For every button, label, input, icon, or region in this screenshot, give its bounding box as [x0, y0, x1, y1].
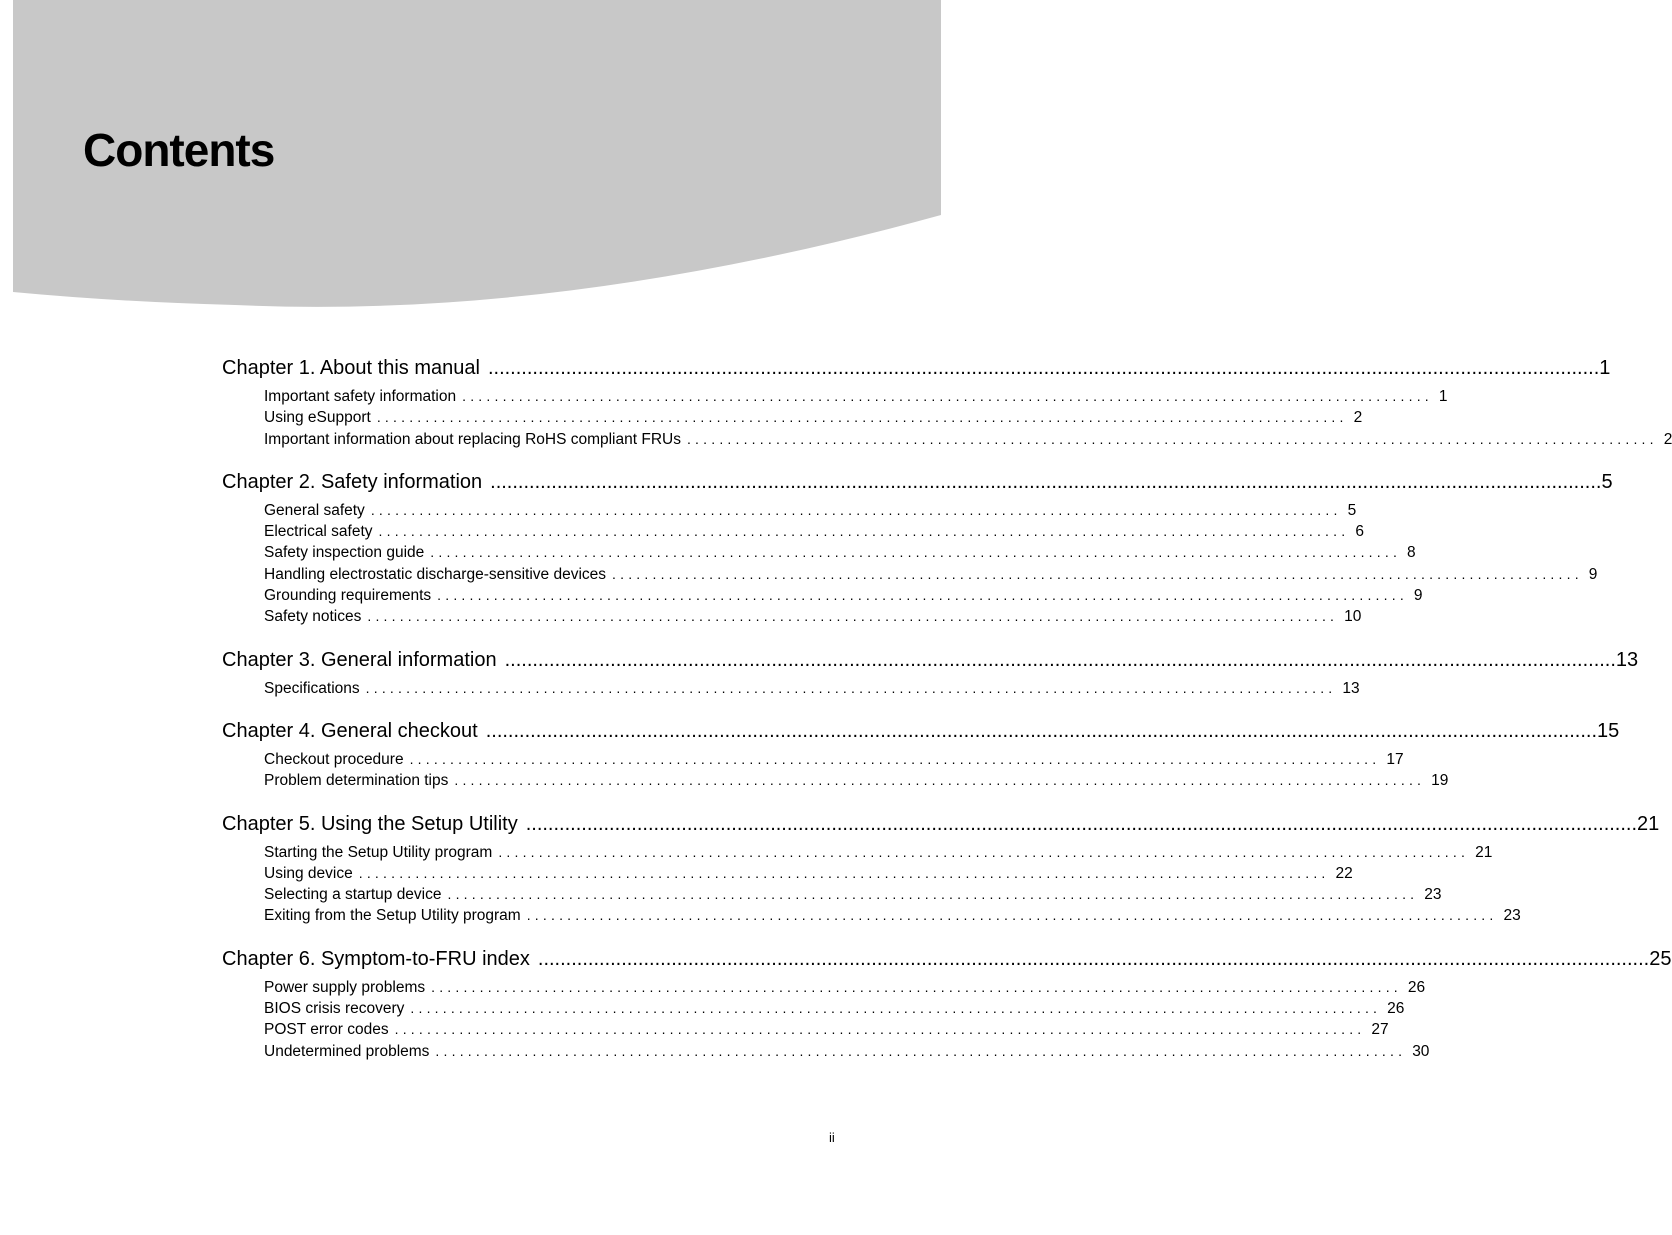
toc-chapter-title: Chapter 3. General information [222, 648, 497, 671]
toc-dot-leader: ........................................................................................................................ [447, 886, 1419, 903]
toc-entry-title: Electrical safety [264, 523, 373, 541]
toc-chapter [222, 810, 1660, 927]
toc-entry-title: BIOS crisis recovery [264, 1000, 405, 1018]
toc-entry[interactable] [264, 585, 1423, 606]
toc-entry-page: 2 [1353, 409, 1363, 427]
toc-dot-leader: ........................................................................................................................ [454, 772, 1426, 789]
toc-entry-list [222, 842, 1521, 927]
toc-chapter-page: 1 [1599, 357, 1611, 379]
toc-entry-title: Handling electrostatic discharge-sensitive devices [264, 565, 607, 583]
toc-chapter [222, 945, 1672, 1062]
toc-dot-leader: ........................................................................................................................ [370, 501, 1342, 518]
toc-entry-title: Important safety information [264, 388, 457, 405]
toc-entry-page: 9 [1413, 587, 1423, 605]
toc-entry[interactable] [264, 842, 1493, 863]
toc-chapter-page: 13 [1615, 648, 1639, 671]
toc-chapter [222, 354, 1672, 450]
toc-dot-leader: ........................................................................................................................ [498, 843, 1470, 860]
toc-entry-title: Safety inspection guide [264, 544, 425, 562]
toc-entry-title: Power supply problems [264, 978, 426, 996]
toc-chapter-page: 15 [1597, 719, 1620, 742]
toc-entry-list [222, 678, 1360, 699]
toc-dot-leader: ........................................................................................................................ [358, 864, 1330, 881]
toc-entry-page: 1 [1438, 388, 1448, 405]
toc-entry-page: 17 [1386, 750, 1404, 768]
toc-entry-list [222, 749, 1449, 792]
toc-entry-page: 22 [1335, 864, 1353, 882]
toc-chapter-link[interactable] [222, 945, 1672, 973]
toc-chapter-title: Chapter 1. About this manual [222, 357, 480, 379]
toc-chapter-link[interactable] [222, 468, 1613, 496]
toc-entry[interactable] [264, 678, 1360, 699]
toc-dot-leader: ........................................................................................................................ [409, 750, 1381, 767]
toc-chapter [222, 646, 1639, 699]
toc-entry-page: 21 [1475, 843, 1493, 861]
toc-entry[interactable] [264, 770, 1449, 791]
toc-entry-page: 23 [1503, 907, 1521, 925]
toc-entry[interactable] [264, 521, 1364, 542]
toc-entry[interactable] [264, 606, 1362, 627]
toc-entry[interactable] [264, 1041, 1430, 1062]
toc-chapter-link[interactable] [222, 354, 1611, 382]
toc-entry[interactable] [264, 542, 1416, 563]
toc-entry-page: 27 [1371, 1021, 1389, 1039]
toc-dot-leader: ........................................................................................................................ [435, 1042, 1407, 1059]
toc-entry[interactable] [264, 386, 1448, 407]
toc-entry-title: Exiting from the Setup Utility program [264, 907, 521, 925]
toc-chapter-title: Chapter 6. Symptom-to-FRU index [222, 947, 530, 970]
toc-chapter-title: Chapter 5. Using the Setup Utility [222, 812, 518, 835]
toc-dot-leader: ........................................................................................................................................................................................................ [537, 947, 1650, 970]
toc-entry-page: 23 [1424, 886, 1442, 904]
toc-entry[interactable] [264, 977, 1426, 998]
toc-dot-leader: ........................................................................................................................ [431, 978, 1402, 995]
toc-entry-page: 30 [1412, 1042, 1430, 1060]
toc-entry-title: Using eSupport [264, 409, 371, 427]
toc-chapter-page: 25 [1649, 947, 1672, 970]
toc-entry[interactable] [264, 863, 1353, 884]
toc-entry-title: Undetermined problems [264, 1042, 430, 1060]
page-number: ii [829, 1130, 835, 1145]
toc-chapter [222, 717, 1620, 792]
toc-dot-leader: ........................................................................................................................ [365, 679, 1337, 696]
toc-entry-page: 10 [1344, 608, 1362, 626]
toc-entry-title: Important information about replacing RoHS compliant FRUs [264, 430, 681, 448]
toc-dot-leader: ........................................................................................................................ [437, 587, 1408, 604]
toc-dot-leader: ........................................................................................................................ [462, 388, 1433, 404]
toc-entry-title: POST error codes [264, 1021, 389, 1039]
toc-entry-list [222, 500, 1598, 628]
toc-entry-page: 9 [1588, 565, 1598, 583]
toc-chapter-title: Chapter 4. General checkout [222, 719, 478, 742]
toc-entry-page: 19 [1431, 772, 1449, 790]
toc-entry-page: 26 [1407, 978, 1426, 996]
toc-dot-leader: ........................................................................................................................ [686, 430, 1658, 447]
toc-dot-leader: ........................................................................................................................ [378, 523, 1350, 540]
toc-dot-leader: ........................................................................................................................................................................................................ [504, 648, 1616, 671]
toc-dot-leader: ........................................................................................................................ [410, 1000, 1382, 1017]
toc-chapter [222, 468, 1613, 628]
toc-entry-page: 6 [1355, 523, 1364, 541]
toc-entry[interactable] [264, 564, 1598, 585]
toc-entry-title: Checkout procedure [264, 750, 404, 768]
toc-dot-leader: ........................................................................................................................ [394, 1021, 1366, 1038]
toc-entry-title: General safety [264, 501, 365, 519]
toc-dot-leader: ........................................................................................................................ [612, 565, 1583, 582]
toc-entry-page: 26 [1387, 1000, 1405, 1018]
toc-entry[interactable] [264, 407, 1363, 428]
toc-entry-title: Starting the Setup Utility program [264, 843, 493, 861]
toc-chapter-link[interactable] [222, 810, 1660, 838]
toc-entry[interactable] [264, 905, 1521, 926]
toc-entry-page: 8 [1407, 544, 1416, 562]
toc-dot-leader: ........................................................................................................................................................................................................ [485, 719, 1598, 742]
toc-chapter-link[interactable] [222, 646, 1639, 674]
toc-dot-leader: ........................................................................................................................................................................................................ [487, 357, 1600, 379]
toc-dot-leader: ........................................................................................................................ [526, 907, 1498, 924]
toc-entry-list [222, 977, 1430, 1062]
toc-entry-title: Safety notices [264, 608, 362, 626]
toc-entry[interactable] [264, 1019, 1389, 1040]
toc-entry-title: Grounding requirements [264, 587, 432, 605]
toc-entry-page: 2 [1663, 430, 1672, 448]
toc-chapter-title: Chapter 2. Safety information [222, 470, 483, 493]
toc-dot-leader: ........................................................................................................................ [367, 608, 1339, 625]
toc-dot-leader: ........................................................................................................................ [376, 409, 1348, 426]
toc-chapter-page: 21 [1637, 812, 1660, 835]
toc-entry[interactable] [264, 884, 1442, 905]
toc-entry[interactable] [264, 500, 1357, 521]
table-of-contents [222, 354, 1672, 1062]
toc-entry-title: Specifications [264, 679, 360, 697]
toc-dot-leader: ........................................................................................................................ [430, 544, 1402, 561]
toc-entry-page: 13 [1342, 679, 1360, 697]
toc-entry-title: Problem determination tips [264, 772, 449, 790]
toc-entry[interactable] [264, 749, 1404, 770]
toc-dot-leader: ........................................................................................................................................................................................................ [525, 812, 1638, 835]
toc-chapter-link[interactable] [222, 717, 1620, 745]
toc-entry-title: Selecting a startup device [264, 886, 442, 904]
page-title: Contents [83, 124, 275, 176]
toc-dot-leader: ........................................................................................................................................................................................................ [490, 470, 1602, 493]
toc-entry-list [222, 386, 1672, 450]
toc-entry-title: Using device [264, 864, 353, 882]
toc-entry[interactable] [264, 998, 1405, 1019]
toc-chapter-page: 5 [1601, 470, 1613, 493]
toc-entry[interactable] [264, 429, 1672, 450]
toc-entry-page: 5 [1347, 501, 1357, 519]
